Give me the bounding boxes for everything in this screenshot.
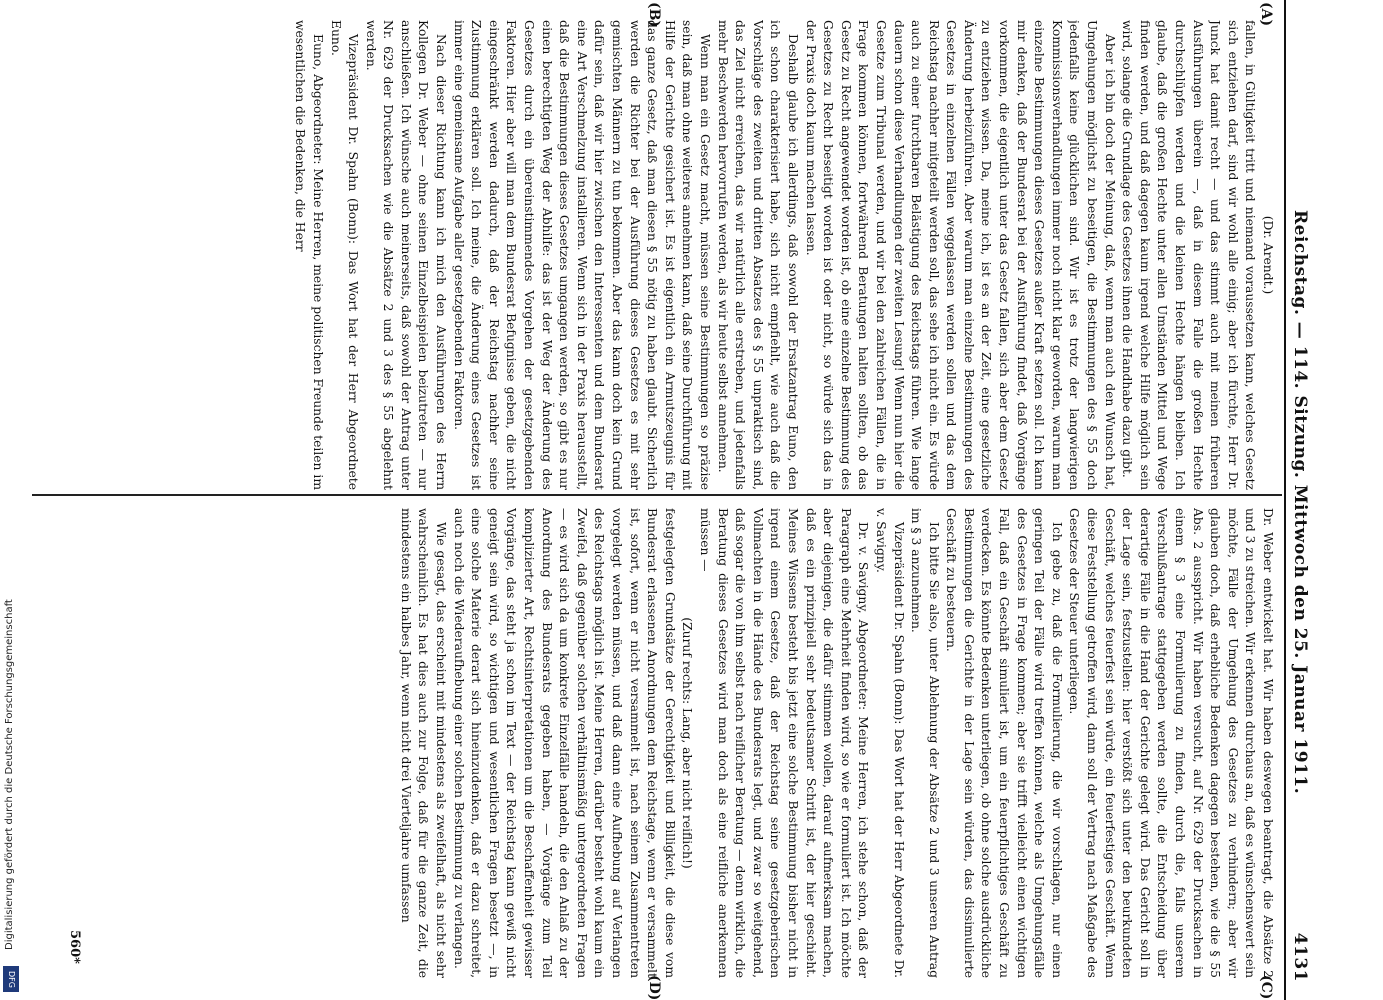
margin-marker-c: (C)	[1258, 975, 1274, 1000]
margin-marker-d: (D)	[646, 975, 662, 1000]
speaker-tag: (Dr. Arendt.)	[1261, 215, 1275, 295]
header-rule	[1284, 0, 1286, 1000]
page-header	[1284, 0, 1312, 1000]
column-divider	[32, 494, 1282, 496]
paragraph: Dr. v. Savigny, Abgeordneter: Meine Herren, ich stehe schon, daß der Paragraph eine Mehrheit finden wird, so wie er formuliert ist. Ich möchte aber diejenigen, die dafür stimmen wollen, darauf aufmerksam machen, daß es ein prinzipiell sehr bedeutsamer Schritt ist, der hier geschieht. Meines Wissens besteht bis jetzt eine solche Bestimmung bisher nicht in irgend einem Gesetze, daß der Reichstag seine gesetzgeberischen Vollmachten in die Hände des Bundesrats legt, und zwar so weitgehend, daß sogar die von ihm selbst nach reiflicher Beratung — denn wirklich, die Beratung dieses Gesetzes wird man doch als eine reifliche anerkennen müssen —	[698, 508, 871, 978]
margin-marker-b: (B)	[646, 2, 662, 28]
paragraph: Ich gebe zu, daß die Formulierung, die wir vorschlagen, nur einen geringen Teil der Fälle wird treffen können, welche als Umgehungsfälle des Gesetzes in Frage kommen; aber sie trifft vielleicht einen wichtigen Fall, daß ein Geschäft simuliert ist, um ein feuerpflichtiges Geschäft zu verdecken. Es könnte Bedenken unterliegen, ob ohne solche ausdrückliche Bestimmungen die Gerichte in der Lage sein würden, das dissimulierte Geschäft zu besteuern.	[944, 508, 1064, 978]
dfg-logo: DFG	[3, 966, 19, 992]
right-column	[36, 508, 1276, 978]
margin-marker-a: (A)	[1258, 2, 1274, 27]
document-page	[22, 0, 1322, 1000]
paragraph: Aber ich bin doch der Meinung, daß, wenn man auch den Wunsch hat, Umgehungen möglichst zu beseitigen, die Bestimmungen des § 55 doch jedenfalls keine glücklichen sind. Wir ist es trotz der langwierigen Kommissionsverhandlungen immer noch nicht klar geworden, warum man einzelne Bestimmungen dieses Gesetzes außer Kraft setzen soll. Ich kann mir denken, daß der Bundesrat bei der Ausführung findet, daß Vorgänge vorkommen, die eigentlich unter das Gesetz fallen, sich aber dem Gesetz zu entziehen wissen. Da, meine ich, ist es an der Zeit, eine gesetzliche Änderung herbeizuführen. Aber warum man einzelne Bestimmungen des Gesetzes in einzelnen Fällen weggelassen werden sollen und das dem Reichstag nachher mitgeteilt werden soll, das sehe ich nicht ein. Es würde auch zu einer furchtbaren Belästigung des Reichstags führen. Wie lange dauern schon diese Verhandlungen der zweiten Lesung! Wenn nun hier die Gesetze zum Tribunal werden, und wir bei den zahlreichen Fällen, die in Frage kommen können, fortwährend Beratungen halten sollten, ob das Gesetz zu Recht angewendet worden ist, ob eine einzelne Bestimmung des Gesetzes zu Recht beseitigt worden ist oder nicht, so würde sich das in der Praxis doch kaum machen lassen.	[803, 20, 1117, 490]
paragraph: Nach dieser Richtung kann ich mich den Ausführungen des Herrn Kollegen Dr. Weber — ohne seinen Einzelbeispielen beizutreten — nur anschließen. Ich wünsche auch meinerseits, daß sowohl der Antrag unter Nr. 629 der Drucksachen wie die Absätze 2 und 3 des § 55 abgelehnt werden.	[363, 20, 449, 490]
paragraph: Wie gesagt, das erscheint mit mindestens als zweifelhaft, als nicht sehr wahrscheinlich. Es hat dies auch zur Folge, daß für die ganze Zeit, die mindestens ein halbes Jahr, wenn nicht drei Vierteljahre umfassen	[398, 508, 449, 978]
paragraph: Deshalb glaube ich allerdings, daß sowohl der Ersatzantrag Euno, den ich schon charakterisiert habe, sich nicht empfiehlt, wie auch daß die Vorschläge des zweiten und dritten Absatzes des § 55 unpraktisch sind, das Ziel nicht erreichen, das wir natürlich alle erstreben, und jedenfalls mehr Beschwerden hervorrufen werden, als wir heute selbst annehmen.	[715, 20, 800, 490]
digitization-note: Digitalisierung gefördert durch die Deutsche Forschungsgemeinschaft	[4, 599, 15, 950]
signature-number: 560*	[67, 930, 82, 964]
paragraph: Dr. Weber entwickelt hat. Wir haben deswegen beantragt, die Absätze 2 und 3 zu streichen. Wir erkennen durchaus an, daß es wünschenswert sein möchte, Fälle der Umgehung des Gesetzes zu verhindern; aber wir glauben doch, daß erhebliche Bedenken dagegen bestehen, wie die § 55 Abs. 2 ausspricht. Wir haben versucht, auf Nr. 629 der Drucksachen in einem § 3 eine Formulierung zu finden, durch die, falls unserem Verschlußantrage stattgegeben werden sollte, die Entscheidung über derartige Fälle in die Hand der Gerichte gelegt wird. Das Gericht soll in der Lage sein, festzustellen: hier verstößt sich unter den beurkundeten Geschäft, welches feuerfest sein würde, ein feuerfestiges Geschäft. Wenn diese Feststellung getroffen wird, dann soll der Vertrag nach Maßgabe des Gesetzes der Steuer unterliegen.	[1067, 508, 1275, 978]
digitization-footer	[0, 0, 28, 1000]
president-line: Vizepräsident Dr. Spahn (Bonn): Das Wort hat der Herr Abgeordnete Dr. v. Savigny.	[873, 508, 906, 978]
paragraph: fallen, in Gültigkeit tritt und niemand voraussetzen kann, welches Gesetz sich entziehen darf, sind wir wohl alle einig; aber ich fürchte, Herr Dr. Junck hat damit recht — und das stimmt auch mit meinen früheren Ausführungen überein —, daß in diesem Falle die großen Hechte durchschlüpfen werden und die kleinen Hechte hängen bleiben. Ich glaube, daß die großen Hechte unter allen Umständen Mittel und Wege finden werden, und daß dagegen kaum irgend welche Hilfe möglich sein wird, solange die Grundlage des Gesetzes ihnen die Handhabe dazu gibt.	[1120, 20, 1258, 490]
president-line: Vizepräsident Dr. Spahn (Bonn): Das Wort hat der Herr Abgeordnete Euno.	[328, 20, 361, 490]
paragraph: Ich bitte Sie also, unter Ablehnung der Absätze 2 und 3 unseren Antrag im § 3 anzunehmen.	[909, 508, 941, 978]
left-column	[36, 20, 1276, 490]
header-title: Reichstag. — 114. Sitzung. Mittwoch den 25. Januar 1911.	[1290, 210, 1310, 795]
paragraph: Wenn man ein Gesetz macht, müssen seine Bestimmungen so präzise sein, daß man ohne weiteres annehmen kann, daß seine Durchführung mit Hilfe der Gerichte gesichert ist. Es ist eigentlich ein Armutszeugnis für das ganze Gesetz, daß man diesen § 55 nötig zu haben glaubt. Sicherlich werden die Richter bei der Ausführung dieses Gesetzes es mit sehr gemischten Männern zu tun bekommen. Aber das kann doch kein Grund dafür sein, daß wir hier zwischen den Interessenten und dem Bundesrat eine Art Verschmelzung installieren. Wenn sich in der Praxis herausstellt, daß die Bestimmungen dieses Gesetzes umgangen werden, so gibt es nur einen berechtigten Weg der Abhilfe: das ist der Weg der Änderung des Gesetzes durch ein übereinstimmendes Vorgehen der gesetzgebenden Faktoren. Hier aber will man dem Bundesrat Befugnisse geben, die nicht eingeschränkt werden dadurch, daß der Reichstag nachher seine Zustimmung erklären soll. Ich meine, die Änderung eines Gesetzes ist immer eine gemeinsame Aufgabe aller gesetzgebenden Faktoren.	[451, 20, 712, 490]
paragraph: festgelegten Grundsätze der Gerechtigkeit und Billigkeit, die diese vom Bundesrat erlassenen Anordnungen dem Reichstage, wenn er versammelt ist, sofort, wenn er nicht versammelt ist, nach seinem Zusammentreten vorgelegt werden müssen, und daß dann eine Aufhebung auf Verlangen des Reichstags möglich ist. Meine Herren, darüber besteht wohl kaum ein Zweifel, daß gegenüber solchen verhältnismäßig untergeordneten Fragen — es wird sich da um konkrete Einzelfälle handeln, die den Anlaß zu der Anordnung des Bundesrats gegeben haben, — Vorgänge zum Teil komplizierter Art, Rechtsinterpretationen um die Beschaffenheit gewisser Vorgänge, das steht ja schon im Text — der Reichstag kann gewiß nicht geneigt sein wird, so wichtigen und wesentlichen Fragen besetzt —, in eine solche Materie derart sich hineinzudenken, daß er dazu schreitet, auch noch die Wiederaufhebung einer solchen Bestimmung zu verlangen.	[451, 508, 677, 978]
interjection: (Zuruf rechts: Lang, aber nicht reiflich!)	[680, 617, 695, 869]
speaker-line: Euno, Abgeordneter: Meine Herren, meine politischen Freunde teilen im wesentlichen die Bedenken, die Herr	[293, 20, 325, 490]
header-page-number: 4131	[1290, 932, 1310, 982]
